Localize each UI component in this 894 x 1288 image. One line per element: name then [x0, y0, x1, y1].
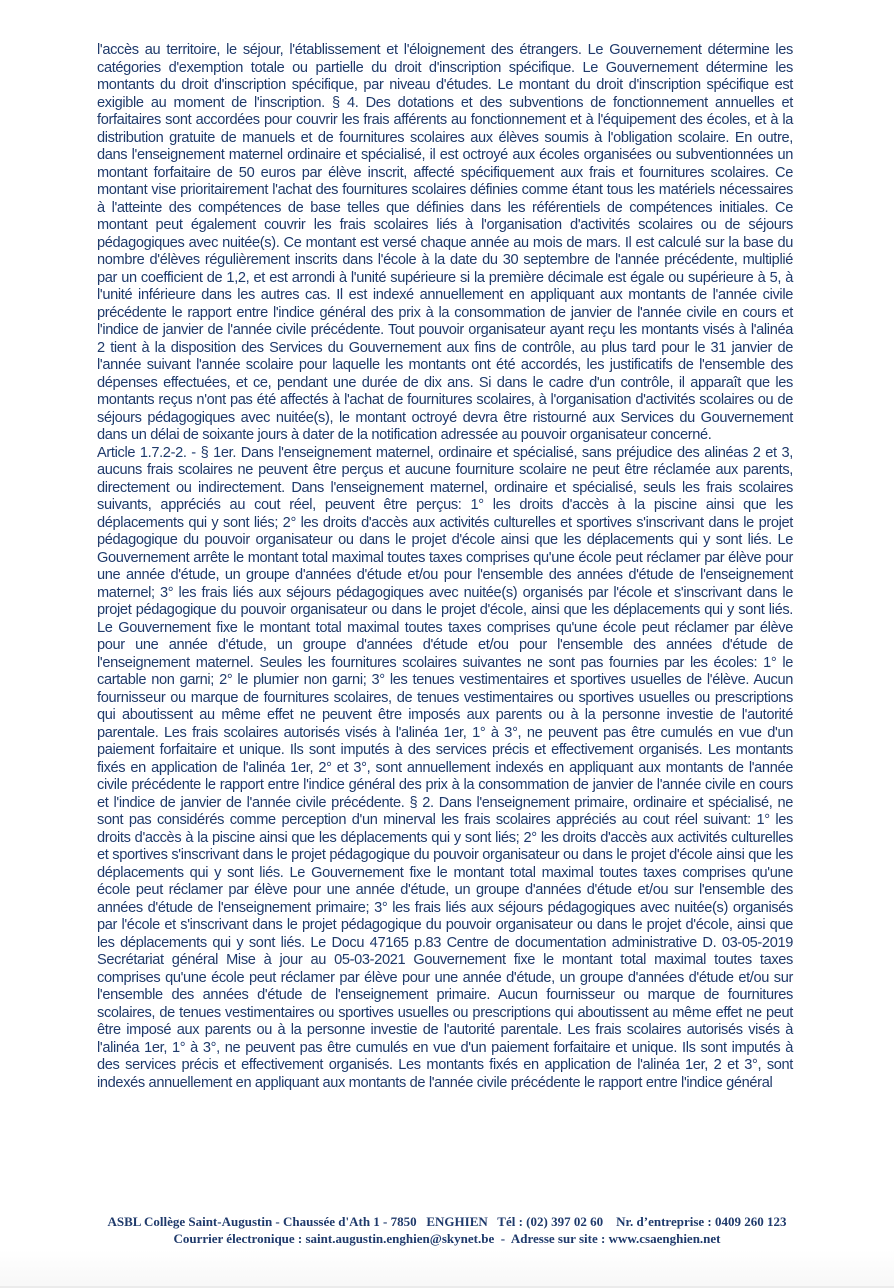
- footer-contact-line: Courrier électronique : saint.augustin.enghien@skynet.be - Adresse sur site : www.csaenghien.net: [173, 1231, 721, 1246]
- document-body: [97, 42, 793, 1092]
- page-footer: [0, 1213, 894, 1247]
- paragraph-article-1-7-2-2: Article 1.7.2-2. - § 1er. Dans l'enseignement maternel, ordinaire et spécialisé, sans préjudice des alinéas 2 et 3, aucuns frais scolaires ne peuvent être perçus et aucune fourniture scolaire ne peut être réclamée aux parents, directement ou indirectement. Dans l'enseignement maternel, ordinaire et spécialisé, seuls les frais scolaires suivants, appréciés au cout réel, peuvent être perçus: 1° les droits d'accès à la piscine ainsi que les déplacements qui y sont liés; 2° les droits d'accès aux activités culturelles et sportives s'inscrivant dans le projet pédagogique du pouvoir organisateur ou dans le projet d'école ainsi que les déplacements qui y sont liés. Le Gouvernement arrête le montant total maximal toutes taxes comprises qu'une école peut réclamer par élève pour une année d'étude, un groupe d'années d'étude et/ou pour l'ensemble des années d'étude de l'enseignement maternel; 3° les frais liés aux séjours pédagogiques avec nuitée(s) organisés par l'école et s'inscrivant dans le projet pédagogique du pouvoir organisateur ou dans le projet d'école, ainsi que les déplacements qui y sont liés. Le Gouvernement fixe le montant total maximal toutes taxes comprises qu'une école peut réclamer par élève pour une année d'étude, un groupe d'années d'étude et/ou pour l'ensemble des années d'étude de l'enseignement maternel. Seules les fournitures scolaires suivantes ne sont pas fournies par les écoles: 1° le cartable non garni; 2° le plumier non garni; 3° les tenues vestimentaires et sportives usuelles de l'élève. Aucun fournisseur ou marque de fournitures scolaires, de tenues vestimentaires ou sportives usuelles ou prescriptions qui aboutissent au même effet ne peuvent être imposés aux parents ou à la personne investie de l'autorité parentale. Les frais scolaires autorisés visés à l'alinéa 1er, 1° à 3°, ne peuvent pas être cumulés en vue d'un paiement forfaitaire et unique. Ils sont imputés à des services précis et effectivement organisés. Les montants fixés en application de l'alinéa 1er, 2° et 3°, sont annuellement indexés en appliquant aux montants de l'année civile précédente le rapport entre l'indice général des prix à la consommation de janvier de l'année civile en cours et l'indice de janvier de l'année civile précédente. § 2. Dans l'enseignement primaire, ordinaire et spécialisé, ne sont pas considérés comme perception d'un minerval les frais scolaires appréciés au cout réel suivant: 1° les droits d'accès à la piscine ainsi que les déplacements qui y sont liés; 2° les droits d'accès aux activités culturelles et sportives s'inscrivant dans le projet pédagogique du pouvoir organisateur ou dans le projet d'école ainsi que les déplacements qui y sont liés. Le Gouvernement fixe le montant total maximal toutes taxes comprises qu'une école peut réclamer par élève pour une année d'étude, un groupe d'années d'étude et/ou sur l'ensemble des années d'étude de l'enseignement primaire; 3° les frais liés aux séjours pédagogiques avec nuitée(s) organisés par l'école et s'inscrivant dans le projet pédagogique du pouvoir organisateur ou dans le projet d'école, ainsi que les déplacements qui y sont liés. Le Docu 47165 p.83 Centre de documentation administrative D. 03-05-2019 Secrétariat général Mise à jour au 05-03-2021 Gouvernement fixe le montant total maximal toutes taxes comprises qu'une école peut réclamer par élève pour une année d'étude, un groupe d'années d'étude et/ou sur l'ensemble des années d'étude de l'enseignement primaire. Aucun fournisseur ou marque de fournitures scolaires, de tenues vestimentaires ou sportives usuelles ou prescriptions qui aboutissent au même effet ne peut être imposé aux parents ou à la personne investie de l'autorité parentale. Les frais scolaires autorisés visés à l'alinéa 1er, 1° à 3°, ne peuvent pas être cumulés en vue d'un paiement forfaitaire et unique. Ils sont imputés à des services précis et effectivement organisés. Les montants fixés en application de l'alinéa 1er, 2 et 3°, sont indexés annuellement en appliquant aux montants de l'année civile précédente le rapport entre l'indice général: [97, 444, 793, 1091]
- paragraph-continuation: l'accès au territoire, le séjour, l'établissement et l'éloignement des étrangers. Le Gouvernement détermine les catégories d'exemption totale ou partielle du droit d'inscription spécifique. Le Gouvernement détermine les montants du droit d'inscription spécifique, par niveau d'études. Le montant du droit d'inscription spécifique est exigible au moment de l'inscription. § 4. Des dotations et des subventions de fonctionnement annuelles et forfaitaires sont accordées pour couvrir les frais afférents au fonctionnement et à l'équipement des écoles, et à la distribution gratuite de manuels et de fournitures scolaires aux élèves soumis à l'obligation scolaire. En outre, dans l'enseignement maternel ordinaire et spécialisé, il est octroyé aux écoles organisées ou subventionnées un montant forfaitaire de 50 euros par élève inscrit, affecté spécifiquement aux frais et fournitures scolaires. Ce montant vise prioritairement l'achat des fournitures scolaires définies comme étant tous les matériels nécessaires à l'atteinte des compétences de base telles que définies dans les référentiels de compétences initiales. Ce montant peut également couvrir les frais scolaires liés à l'organisation d'activités scolaires ou de séjours pédagogiques avec nuitée(s). Ce montant est versé chaque année au mois de mars. Il est calculé sur la base du nombre d'élèves régulièrement inscrits dans l'école à la date du 30 septembre de l'année précédente, multiplié par un coefficient de 1,2, et est arrondi à l'unité supérieure si la première décimale est égale ou supérieure à 5, à l'unité inférieure dans les autres cas. Il est indexé annuellement en appliquant aux montants de l'année civile précédente le rapport entre l'indice général des prix à la consommation de janvier de l'année civile en cours et l'indice de janvier de l'année civile précédente. Tout pouvoir organisateur ayant reçu les montants visés à l'alinéa 2 tient à la disposition des Services du Gouvernement aux fins de contrôle, au plus tard pour le 31 janvier de l'année suivant l'année scolaire pour laquelle les montants ont été accordés, les justificatifs de l'ensemble des dépenses effectuées, et ce, pendant une durée de dix ans. Si dans le cadre d'un contrôle, il apparaît que les montants reçus n'ont pas été affectés à l'achat de fournitures scolaires, à l'organisation d'activités scolaires ou de séjours pédagogiques avec nuitée(s), le montant octroyé devra être ristourné aux Services du Gouvernement dans un délai de soixante jours à dater de la notification adressée au pouvoir organisateur concerné.: [97, 42, 793, 443]
- footer-address-line: ASBL Collège Saint-Augustin - Chaussée d'Ath 1 - 7850 ENGHIEN Tél : (02) 397 02 60 Nr. d’entreprise : 0409 260 123: [107, 1214, 787, 1229]
